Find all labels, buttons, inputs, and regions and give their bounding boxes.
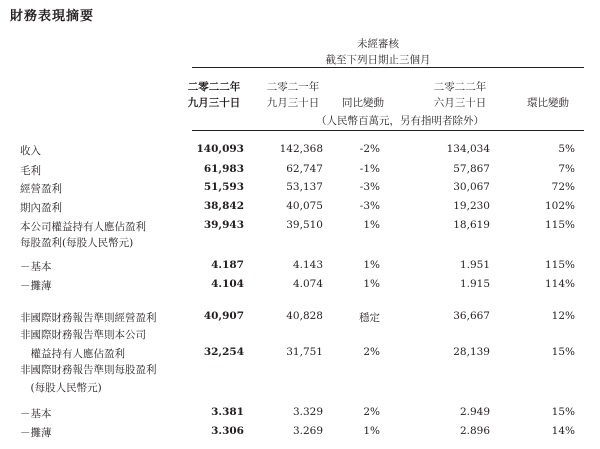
cell-2022-jun: 30,067 bbox=[453, 181, 490, 193]
row-label: －基本 bbox=[20, 408, 52, 420]
row-label: 權益持有人應佔盈利 bbox=[20, 348, 125, 360]
cell-2022-sep: 61,983 bbox=[203, 163, 244, 175]
cell-2022-sep: 4.104 bbox=[211, 278, 244, 290]
cell-2022-jun: 36,667 bbox=[453, 310, 490, 322]
cell-yoy-change: -3% bbox=[359, 181, 380, 193]
header-bottom-rule bbox=[192, 130, 584, 131]
cell-qoq-change: 72% bbox=[551, 181, 575, 193]
cell-2022-sep: 4.187 bbox=[211, 259, 244, 271]
col1-heading-date: 九月三十日 bbox=[187, 97, 241, 109]
row-label: 經營盈利 bbox=[20, 183, 62, 195]
col3-heading: 同比變動 bbox=[342, 97, 384, 109]
cell-qoq-change: 15% bbox=[551, 346, 575, 358]
cell-2021-sep: 4.143 bbox=[292, 259, 323, 271]
cell-2022-sep: 32,254 bbox=[203, 346, 244, 358]
unaudited-heading: 未經審核 bbox=[357, 38, 399, 50]
row-label: 非國際財務報告準則本公司 bbox=[20, 329, 146, 341]
cell-2022-sep: 40,907 bbox=[203, 310, 244, 322]
cell-qoq-change: 114% bbox=[544, 278, 575, 290]
cell-2021-sep: 53,137 bbox=[286, 181, 323, 193]
row-label: 毛利 bbox=[20, 165, 41, 177]
cell-2022-jun: 2.896 bbox=[459, 425, 490, 437]
cell-2022-sep: 3.306 bbox=[211, 425, 244, 437]
cell-yoy-change: -1% bbox=[359, 163, 380, 175]
cell-qoq-change: 15% bbox=[551, 406, 575, 418]
header-rule bbox=[192, 67, 584, 68]
col4-heading-year: 二零二二年 bbox=[433, 81, 487, 93]
col4-heading-date: 六月三十日 bbox=[433, 97, 487, 109]
cell-qoq-change: 115% bbox=[544, 219, 575, 231]
col2-heading-date: 九月三十日 bbox=[266, 97, 320, 109]
cell-2021-sep: 4.074 bbox=[292, 278, 323, 290]
cell-2022-jun: 19,230 bbox=[453, 200, 490, 212]
cell-qoq-change: 14% bbox=[551, 425, 575, 437]
row-label: 非國際財務報告準則每股盈利 bbox=[20, 364, 157, 376]
cell-yoy-change: -3% bbox=[359, 200, 380, 212]
cell-2022-jun: 1.951 bbox=[459, 259, 490, 271]
cell-2021-sep: 3.329 bbox=[292, 406, 323, 418]
cell-yoy-change: 2% bbox=[363, 406, 380, 418]
col1-heading-year: 二零二二年 bbox=[187, 81, 241, 93]
cell-yoy-change: 1% bbox=[363, 278, 380, 290]
unit-note: （人民幣百萬元，另有指明者除外） bbox=[316, 115, 484, 127]
cell-2022-jun: 1.915 bbox=[459, 278, 490, 290]
cell-2022-sep: 3.381 bbox=[211, 406, 244, 418]
cell-qoq-change: 12% bbox=[551, 310, 575, 322]
cell-yoy-change: 1% bbox=[363, 219, 380, 231]
cell-yoy-change: 穩定 bbox=[359, 312, 380, 324]
cell-2021-sep: 3.269 bbox=[292, 425, 323, 437]
cell-2022-sep: 51,593 bbox=[203, 181, 244, 193]
cell-2021-sep: 31,751 bbox=[286, 346, 323, 358]
cell-qoq-change: 5% bbox=[558, 143, 575, 155]
col2-heading-year: 二零二一年 bbox=[266, 81, 320, 93]
row-label: 非國際財務報告準則經營盈利 bbox=[20, 312, 157, 324]
row-label: －攤薄 bbox=[20, 280, 52, 292]
cell-2022-sep: 39,943 bbox=[203, 219, 244, 231]
cell-2022-jun: 18,619 bbox=[453, 219, 490, 231]
row-label: －基本 bbox=[20, 261, 52, 273]
period-heading: 截至下列日期止三個月 bbox=[325, 54, 431, 66]
row-label: 本公司權益持有人應佔盈利 bbox=[20, 221, 146, 233]
cell-2021-sep: 142,368 bbox=[279, 143, 323, 155]
cell-qoq-change: 115% bbox=[544, 259, 575, 271]
row-label: －攤薄 bbox=[20, 427, 52, 439]
cell-yoy-change: 1% bbox=[363, 259, 380, 271]
cell-qoq-change: 7% bbox=[558, 163, 575, 175]
cell-yoy-change: 1% bbox=[363, 425, 380, 437]
cell-2021-sep: 40,828 bbox=[286, 310, 323, 322]
cell-2022-jun: 57,867 bbox=[453, 163, 490, 175]
cell-2022-jun: 2.949 bbox=[459, 406, 490, 418]
cell-yoy-change: -2% bbox=[359, 143, 380, 155]
cell-2022-sep: 38,842 bbox=[203, 200, 244, 212]
cell-2021-sep: 39,510 bbox=[286, 219, 323, 231]
cell-qoq-change: 102% bbox=[544, 200, 575, 212]
cell-2022-jun: 134,034 bbox=[446, 143, 490, 155]
cell-2022-jun: 28,139 bbox=[453, 346, 490, 358]
row-label: 期內盈利 bbox=[20, 202, 62, 214]
row-label: 每股盈利(每股人民幣元) bbox=[20, 237, 134, 249]
cell-2021-sep: 62,747 bbox=[286, 163, 323, 175]
cell-2022-sep: 140,093 bbox=[196, 143, 244, 155]
cell-2021-sep: 40,075 bbox=[286, 200, 323, 212]
cell-yoy-change: 2% bbox=[363, 346, 380, 358]
row-label: (每股人民幣元) bbox=[20, 382, 102, 394]
col5-heading: 環比變動 bbox=[527, 97, 569, 109]
row-label: 收入 bbox=[20, 145, 41, 157]
page-title: 財務表現摘要 bbox=[10, 9, 95, 24]
